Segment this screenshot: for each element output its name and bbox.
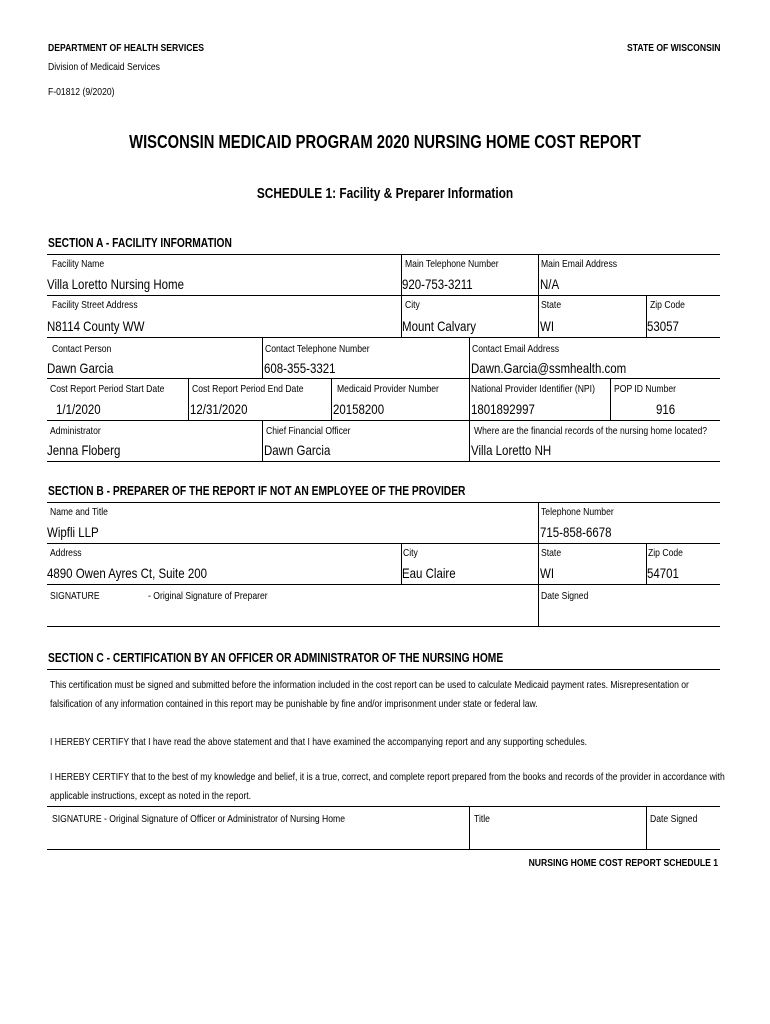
preparer-state-field[interactable]: WI	[540, 565, 555, 581]
preparer-city-field[interactable]: Eau Claire	[402, 565, 456, 581]
preparer-signature-label: SIGNATURE	[50, 590, 100, 602]
main-phone-field[interactable]: 920-753-3211	[402, 276, 473, 292]
column-divider	[646, 806, 647, 849]
section-a-top-border	[47, 254, 720, 255]
officer-title-field[interactable]	[471, 828, 644, 848]
row-divider	[47, 584, 720, 585]
contact-phone-field[interactable]: 608-355-3321	[264, 360, 336, 376]
preparer-phone-field[interactable]: 715-858-6678	[540, 524, 612, 540]
medicaid-provider-field[interactable]: 20158200	[333, 401, 385, 417]
contact-person-label: Contact Person	[52, 343, 112, 355]
preparer-address-field[interactable]: 4890 Owen Ayres Ct, Suite 200	[47, 565, 207, 581]
page-title: WISCONSIN MEDICAID PROGRAM 2020 NURSING HOME COST REPORT	[129, 132, 641, 152]
facility-name-field[interactable]: Villa Loretto Nursing Home	[47, 276, 184, 292]
column-divider	[262, 337, 263, 378]
state-name: STATE OF WISCONSIN	[627, 42, 721, 54]
schedule-title: SCHEDULE 1: Facility & Preparer Information	[256, 186, 514, 202]
street-address-label: Facility Street Address	[52, 299, 138, 311]
records-location-label: Where are the financial records of the nursing home located?	[474, 425, 708, 437]
department-name: DEPARTMENT OF HEALTH SERVICES	[48, 42, 204, 54]
period-end-field[interactable]: 12/31/2020	[190, 401, 248, 417]
column-divider	[538, 502, 539, 626]
cfo-field[interactable]: Dawn Garcia	[264, 442, 331, 458]
column-divider	[331, 378, 332, 420]
section-a-bottom-border	[47, 461, 720, 462]
preparer-phone-label: Telephone Number	[541, 506, 614, 518]
cfo-label: Chief Financial Officer	[266, 425, 351, 437]
row-divider	[47, 337, 720, 338]
officer-signature-field[interactable]	[47, 828, 467, 848]
row-divider	[47, 420, 720, 421]
section-b-bottom-border	[47, 626, 720, 627]
city-field[interactable]: Mount Calvary	[402, 318, 477, 334]
pop-id-field[interactable]: 916	[656, 401, 676, 417]
preparer-zip-label: Zip Code	[648, 547, 683, 559]
period-start-field[interactable]: 1/1/2020	[56, 401, 101, 417]
column-divider	[469, 337, 470, 378]
column-divider	[262, 420, 263, 461]
section-b-top-border	[47, 502, 720, 503]
preparer-city-label: City	[403, 547, 418, 559]
column-divider	[469, 420, 470, 461]
records-location-field[interactable]: Villa Loretto NH	[471, 442, 552, 458]
form-number: F-01812 (9/2020)	[48, 86, 115, 98]
column-divider	[469, 806, 470, 849]
officer-date-signed-field[interactable]	[648, 828, 718, 848]
section-a-heading: SECTION A - FACILITY INFORMATION	[48, 236, 232, 250]
main-email-label: Main Email Address	[541, 258, 618, 270]
preparer-state-label: State	[541, 547, 562, 559]
npi-label: National Provider Identifier (NPI)	[471, 383, 595, 395]
certification-paragraph-3-line-1: I HEREBY CERTIFY that to the best of my knowledge and belief, it is a true, correct, and complete report prepared from the books and records of the provider in accordance with	[50, 771, 725, 783]
contact-email-field[interactable]: Dawn.Garcia@ssmhealth.com	[471, 360, 627, 376]
preparer-name-field[interactable]: Wipfli LLP	[47, 524, 99, 540]
preparer-zip-field[interactable]: 54701	[647, 565, 679, 581]
facility-name-label: Facility Name	[52, 258, 105, 270]
preparer-address-label: Address	[50, 547, 82, 559]
contact-email-label: Contact Email Address	[472, 343, 560, 355]
row-divider	[47, 295, 720, 296]
zip-label: Zip Code	[650, 299, 685, 311]
column-divider	[469, 378, 470, 420]
page-footer: NURSING HOME COST REPORT SCHEDULE 1	[528, 857, 718, 869]
row-divider	[47, 543, 720, 544]
city-label: City	[405, 299, 420, 311]
main-email-field[interactable]: N/A	[540, 276, 560, 292]
preparer-date-signed-label: Date Signed	[541, 590, 589, 602]
preparer-signature-field[interactable]	[47, 604, 535, 624]
contact-phone-label: Contact Telephone Number	[265, 343, 370, 355]
street-address-field[interactable]: N8114 County WW	[47, 318, 145, 334]
signature-row-bottom-border	[47, 849, 720, 850]
division-name: Division of Medicaid Services	[48, 61, 160, 73]
zip-field[interactable]: 53057	[647, 318, 679, 334]
contact-person-field[interactable]: Dawn Garcia	[47, 360, 114, 376]
pop-id-label: POP ID Number	[614, 383, 677, 395]
state-field[interactable]: WI	[540, 318, 555, 334]
column-divider	[188, 378, 189, 420]
administrator-label: Administrator	[50, 425, 101, 437]
officer-title-label: Title	[474, 813, 490, 825]
main-phone-label: Main Telephone Number	[405, 258, 499, 270]
administrator-field[interactable]: Jenna Floberg	[47, 442, 121, 458]
certification-paragraph-1-line-1: This certification must be signed and submitted before the information included in the cost report can be used to calculate Medicaid payment rates. Misrepresentation or	[50, 679, 689, 691]
column-divider	[538, 254, 539, 337]
officer-signature-label: SIGNATURE - Original Signature of Officer or Administrator of Nursing Home	[52, 813, 346, 825]
medicaid-provider-label: Medicaid Provider Number	[337, 383, 439, 395]
column-divider	[610, 378, 611, 420]
section-c-top-border	[47, 669, 720, 670]
certification-paragraph-1-line-2: falsification of any information contained in this report may be punishable by fine and/or imprisonment under state or federal law.	[50, 698, 538, 710]
period-end-label: Cost Report Period End Date	[192, 383, 304, 395]
preparer-signature-note: - Original Signature of Preparer	[148, 590, 268, 602]
signature-row-top-border	[47, 806, 720, 807]
npi-field[interactable]: 1801892997	[471, 401, 535, 417]
certification-paragraph-3-line-2: applicable instructions, except as noted in the report.	[50, 790, 252, 802]
period-start-label: Cost Report Period Start Date	[50, 383, 165, 395]
preparer-name-label: Name and Title	[50, 506, 108, 518]
section-c-heading: SECTION C - CERTIFICATION BY AN OFFICER OR ADMINISTRATOR OF THE NURSING HOME	[48, 651, 504, 665]
preparer-date-signed-field[interactable]	[540, 604, 718, 624]
row-divider	[47, 378, 720, 379]
section-b-heading: SECTION B - PREPARER OF THE REPORT IF NOT AN EMPLOYEE OF THE PROVIDER	[48, 484, 466, 498]
officer-date-signed-label: Date Signed	[650, 813, 698, 825]
certification-paragraph-2: I HEREBY CERTIFY that I have read the above statement and that I have examined the accompanying report and any supporting schedules.	[50, 736, 588, 748]
state-label: State	[541, 299, 562, 311]
